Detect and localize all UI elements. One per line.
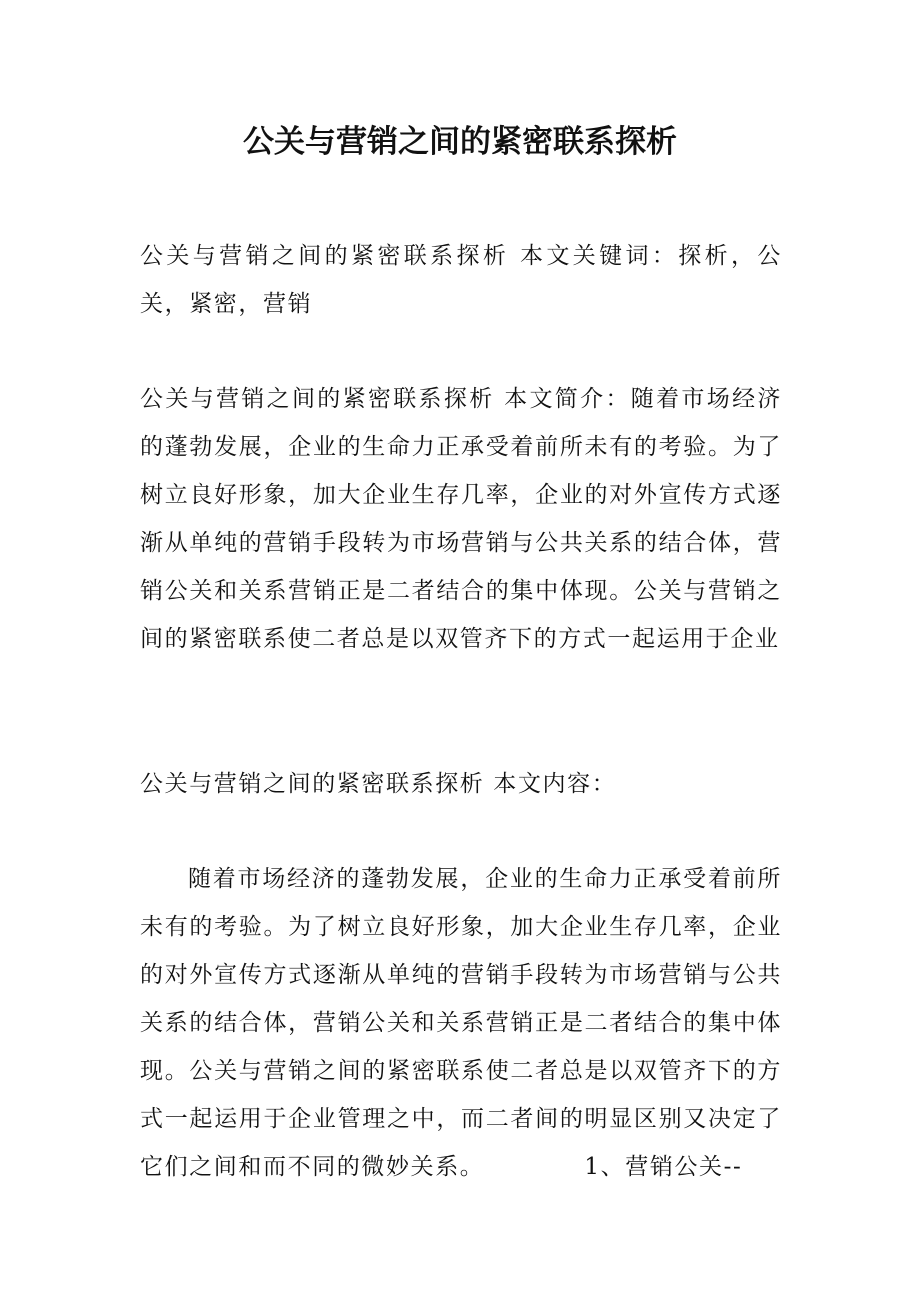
summary-paragraph: 公关与营销之间的紧密联系探析 本文简介：随着市场经济的蓬勃发展，企业的生命力正承受着前所未有的考验。为了树立良好形象，加大企业生存几率，企业的对外宣传方式逐渐从单纯的营销手段转为市场营销与公共关系的结合体，营销公关和关系营销正是二者结合的集中体现。公关与营销之间的紧密联系使二者总是以双管齐下的方式一起运用于企业 [140,386,782,652]
content-heading: 公关与营销之间的紧密联系探析 本文内容： [140,771,617,797]
section-start-text: 1、营销公关-- [584,1154,743,1180]
body-paragraph-text: 随着市场经济的蓬勃发展，企业的生命力正承受着前所未有的考验。为了树立良好形象，加大企业生存几率，企业的对外宣传方式逐渐从单纯的营销手段转为市场营销与公共关系的结合体，营销公关和关系营销正是二者结合的集中体现。公关与营销之间的紧密联系使二者总是以双管齐下的方式一起运用于企业管理之中，而二者间的明显区别又决定了它们之间和而不同的微妙关系。 [140,866,782,1180]
body-paragraph [140,855,782,1191]
page-title: 公关与营销之间的紧密联系探析 [243,124,677,160]
keywords-paragraph: 公关与营销之间的紧密联系探析 本文关键词：探析，公关，紧密，营销 [140,243,782,317]
